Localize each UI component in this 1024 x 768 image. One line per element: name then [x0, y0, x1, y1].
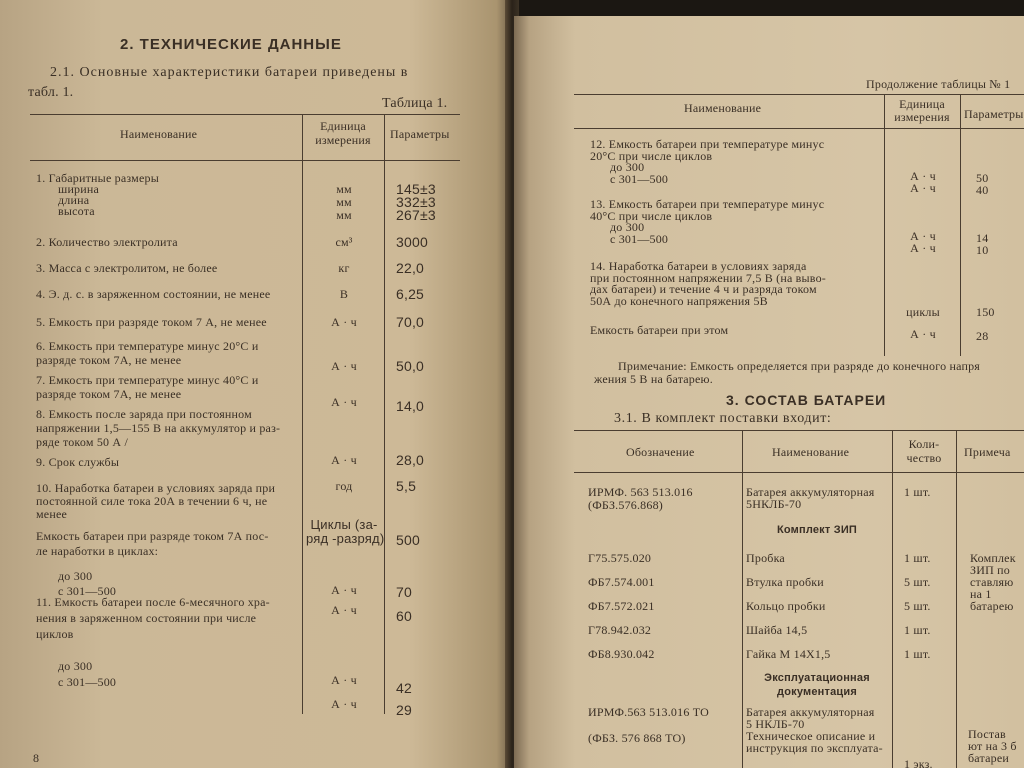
header-unit: Единица — [899, 97, 945, 111]
note-line: Примечание: Емкость определяется при разряде до конечного напря — [618, 359, 981, 373]
kit-group-heading: Эксплуатационная — [764, 672, 870, 684]
kit-qty: 1 шт. — [904, 647, 931, 661]
kit-designation: ФБ8.930.042 — [588, 647, 655, 661]
kit-name: Техническое описание и — [746, 729, 876, 743]
table-row-value: 50 — [976, 171, 989, 185]
table-row-text: 7. Емкость при температуре минус 40°С и — [36, 373, 259, 387]
kit-header-qty: Коли- — [908, 437, 940, 451]
kit-group-heading: документация — [777, 686, 857, 698]
table-row-text: 12. Емкость батареи при температуре минус — [590, 137, 825, 151]
table-row-text: 14. Наработка батареи в условиях заряда — [590, 259, 807, 273]
table-row-value: 70,0 — [396, 314, 425, 330]
page-number: 8 — [33, 751, 40, 765]
table-row-value: 42 — [396, 680, 412, 696]
note-line: жения 5 В на батарею. — [594, 372, 713, 386]
table-row-value: 332±3 — [396, 194, 436, 210]
subsection-title: 3.1. В комплект поставки входит: — [614, 411, 832, 426]
table-row-text: 3. Масса с электролитом, не более — [36, 261, 218, 275]
table-row-text: ле наработки в циклах: — [36, 544, 159, 558]
kit-designation: ИРМФ. 563 513.016 — [588, 485, 693, 499]
table-label: Таблица 1. — [382, 96, 448, 111]
column-rule — [384, 114, 385, 714]
table-row-value: 267±3 — [396, 207, 436, 223]
table-row-text: нения в заряженном состоянии при числе — [36, 611, 257, 625]
kit-name: Пробка — [746, 551, 785, 565]
header-unit: измерения — [315, 133, 371, 147]
table-row-value: 60 — [396, 608, 412, 624]
table-row-text: циклов — [36, 627, 74, 641]
kit-name: 5НКЛБ-70 — [746, 497, 802, 511]
table-row-value: 70 — [396, 584, 412, 600]
table-top-rule — [30, 114, 460, 115]
kit-remark: на 1 — [970, 587, 992, 601]
kit-remark: ставляю — [970, 575, 1014, 589]
kit-remark: Постав — [968, 727, 1006, 741]
continuation-label: Продолжение таблицы № 1 — [866, 77, 1011, 91]
table-row-value: 500 — [396, 532, 420, 548]
table-row-text: 13. Емкость батареи при температуре минус — [590, 197, 825, 211]
table-row-unit: А · ч — [331, 697, 357, 711]
table-row-unit: А · ч — [910, 169, 936, 183]
kit-qty: 5 шт. — [904, 599, 931, 613]
table-row-unit: А · ч — [331, 395, 357, 409]
table-row-unit: циклы — [906, 305, 940, 319]
table-row-text: разряде током 7А, не менее — [36, 387, 182, 401]
table-row-text: ряде током 50 А / — [36, 435, 129, 449]
table-row-unit: А · ч — [331, 315, 357, 329]
table-row-text: ширина — [58, 182, 100, 196]
table-row-text: до 300 — [610, 220, 645, 234]
table-row-value: 3000 — [396, 234, 428, 250]
table-row-text: 10. Наработка батареи в условиях заряда при — [36, 481, 276, 495]
table-row-value: 28,0 — [396, 452, 425, 468]
table-row-value: 29 — [396, 702, 412, 718]
kit-designation: (ФБЗ.576.868) — [588, 498, 663, 512]
table-row-value: 40 — [976, 183, 989, 197]
kit-designation: ФБ7.572.021 — [588, 599, 655, 613]
table-row-text: при постоянном напряжении 7,5 В (на выво- — [590, 270, 826, 285]
kit-column-rule — [742, 430, 743, 768]
kit-name: Кольцо пробки — [746, 599, 826, 613]
table-row-text: постоянной силе тока 20А в течении 6 ч, не — [36, 494, 268, 508]
table-row-unit: А · ч — [910, 327, 936, 341]
table-row-text: 4. Э. д. с. в заряженном состоянии, не менее — [36, 287, 271, 301]
table-row-value: 6,25 — [396, 286, 425, 302]
table-row-unit: А · ч — [331, 603, 357, 617]
table-row-text: 8. Емкость после заряда при постоянном — [36, 407, 252, 421]
table-row-value: 145±3 — [396, 181, 436, 197]
column-rule — [302, 114, 303, 714]
section-title: 2. ТЕХНИЧЕСКИЕ ДАННЫЕ — [120, 36, 342, 53]
kit-remark: Комплек — [970, 551, 1016, 565]
table-row-text: с 301—500 — [58, 675, 117, 689]
table-row-value: 14 — [976, 231, 989, 245]
section-title: 3. СОСТАВ БАТАРЕИ — [726, 392, 887, 408]
table-row-value: 22,0 — [396, 260, 425, 276]
table-row-unit: А · ч — [331, 583, 357, 597]
table-row-text: напряжении 1,5—155 В на аккумулятор и раз- — [36, 421, 281, 435]
kit-designation: (ФБЗ. 576 868 ТО) — [588, 731, 686, 745]
table-row-unit: А · ч — [910, 181, 936, 195]
kit-name: Втулка пробки — [746, 575, 824, 589]
table-row-text: до 300 — [58, 659, 93, 673]
table-row-unit: А · ч — [331, 453, 357, 467]
table-row-text: Емкость батареи при разряде током 7А пос- — [36, 529, 269, 543]
kit-name: Гайка М 14Х1,5 — [746, 647, 831, 661]
kit-name: 5 НКЛБ-70 — [746, 717, 805, 731]
table-top-rule — [574, 94, 1024, 95]
header-bottom-rule — [30, 160, 460, 161]
table-row-unit: А · ч — [910, 229, 936, 243]
column-rule — [884, 94, 885, 356]
kit-qty: 5 шт. — [904, 575, 931, 589]
kit-qty: 1 экз. — [904, 757, 933, 768]
table-row-text: 5. Емкость при разряде током 7 А, не менее — [36, 315, 267, 329]
table-row-value: 150 — [976, 305, 995, 319]
kit-qty: 1 шт. — [904, 485, 931, 499]
table-row-value: 5,5 — [396, 478, 417, 494]
kit-designation: ИРМФ.563 513.016 ТО — [588, 705, 709, 719]
table-row-value: 10 — [976, 243, 989, 257]
table-row-unit: мм — [336, 182, 352, 196]
table-row-unit: Циклы (за- — [310, 517, 378, 532]
intro-line: табл. 1. — [28, 85, 74, 100]
column-rule — [960, 94, 961, 356]
table-row-text: 1. Габаритные размеры — [36, 171, 159, 185]
table-row-unit: кг — [338, 261, 350, 275]
table-row-text: длина — [58, 193, 90, 207]
table-row-unit: В — [339, 287, 349, 301]
table-row-text: с 301—500 — [610, 171, 669, 186]
header-params: Параметры — [964, 107, 1024, 121]
table-row-text: менее — [36, 507, 67, 521]
kit-designation: Г78.942.032 — [588, 623, 652, 637]
kit-name: Батарея аккумуляторная — [746, 485, 875, 499]
table-row-text: 6. Емкость при температуре минус 20°С и — [36, 339, 259, 353]
table-row-text: с 301—500 — [610, 231, 669, 246]
table-row-text: 40°С при числе циклов — [590, 208, 713, 223]
header-params: Параметры — [390, 127, 450, 141]
table-row-value: 28 — [976, 329, 989, 343]
kit-column-rule — [892, 430, 893, 768]
kit-remark: ЗИП по — [970, 563, 1010, 577]
kit-name: Батарея аккумуляторная — [746, 705, 875, 719]
table-row-text: Емкость батареи при этом — [590, 323, 729, 337]
kit-remark: батарею — [970, 599, 1014, 613]
right-page — [514, 16, 1024, 768]
kit-header-name: Наименование — [772, 445, 850, 459]
kit-designation: Г75.575.020 — [588, 551, 652, 565]
table-row-text: 50А до конечного напряжения 5В — [590, 293, 768, 308]
kit-name: Шайба 14,5 — [746, 623, 808, 637]
kit-designation: ФБ7.574.001 — [588, 575, 655, 589]
header-bottom-rule — [574, 128, 1024, 129]
table-row-unit: см³ — [335, 235, 353, 249]
kit-header-designation: Обозначение — [626, 445, 695, 459]
table-row-text: 9. Срок службы — [36, 455, 120, 469]
table-row-value: 14,0 — [396, 398, 425, 414]
kit-header-remark: Примеча — [964, 445, 1011, 459]
header-unit: Единица — [320, 119, 366, 133]
table-row-text: до 300 — [610, 160, 645, 174]
kit-name: инструкция по эксплуата- — [746, 741, 883, 755]
table-row-unit: мм — [336, 195, 352, 209]
table-row-text: до 300 — [58, 569, 93, 583]
table-row-unit: мм — [336, 208, 352, 222]
kit-header-qty: чество — [906, 451, 942, 465]
kit-qty: 1 шт. — [904, 623, 931, 637]
table-row-text: 2. Количество электролита — [36, 235, 178, 249]
table-row-unit: А · ч — [331, 359, 357, 373]
kit-remark: батареи — [968, 751, 1009, 765]
table-row-text: 20°С при числе циклов — [590, 148, 713, 163]
table-row-text: 11. Емкость батареи после 6-месячного хра- — [36, 595, 270, 609]
table-row-text: дах батареи) и течение 4 ч и разряда током — [590, 282, 817, 296]
table-row-unit: А · ч — [910, 241, 936, 255]
header-name: Наименование — [120, 127, 198, 141]
table-row-unit: А · ч — [331, 673, 357, 687]
table-row-text: высота — [58, 204, 95, 218]
table-row-text: с 301—500 — [58, 584, 117, 598]
intro-line: 2.1. Основные характеристики батареи приведены в — [50, 65, 409, 80]
table-row-unit: год — [335, 479, 353, 493]
header-unit: измерения — [894, 110, 950, 124]
kit-group-heading: Комплект ЗИП — [776, 524, 858, 536]
table-row-value: 50,0 — [396, 358, 425, 374]
kit-column-rule — [956, 430, 957, 768]
table-row-unit: ряд -разряд) — [306, 531, 385, 546]
table-row-text: разряде током 7А, не менее — [36, 353, 182, 367]
kit-qty: 1 шт. — [904, 551, 931, 565]
header-name: Наименование — [684, 101, 762, 115]
kit-remark: ют на 3 б — [968, 739, 1017, 753]
